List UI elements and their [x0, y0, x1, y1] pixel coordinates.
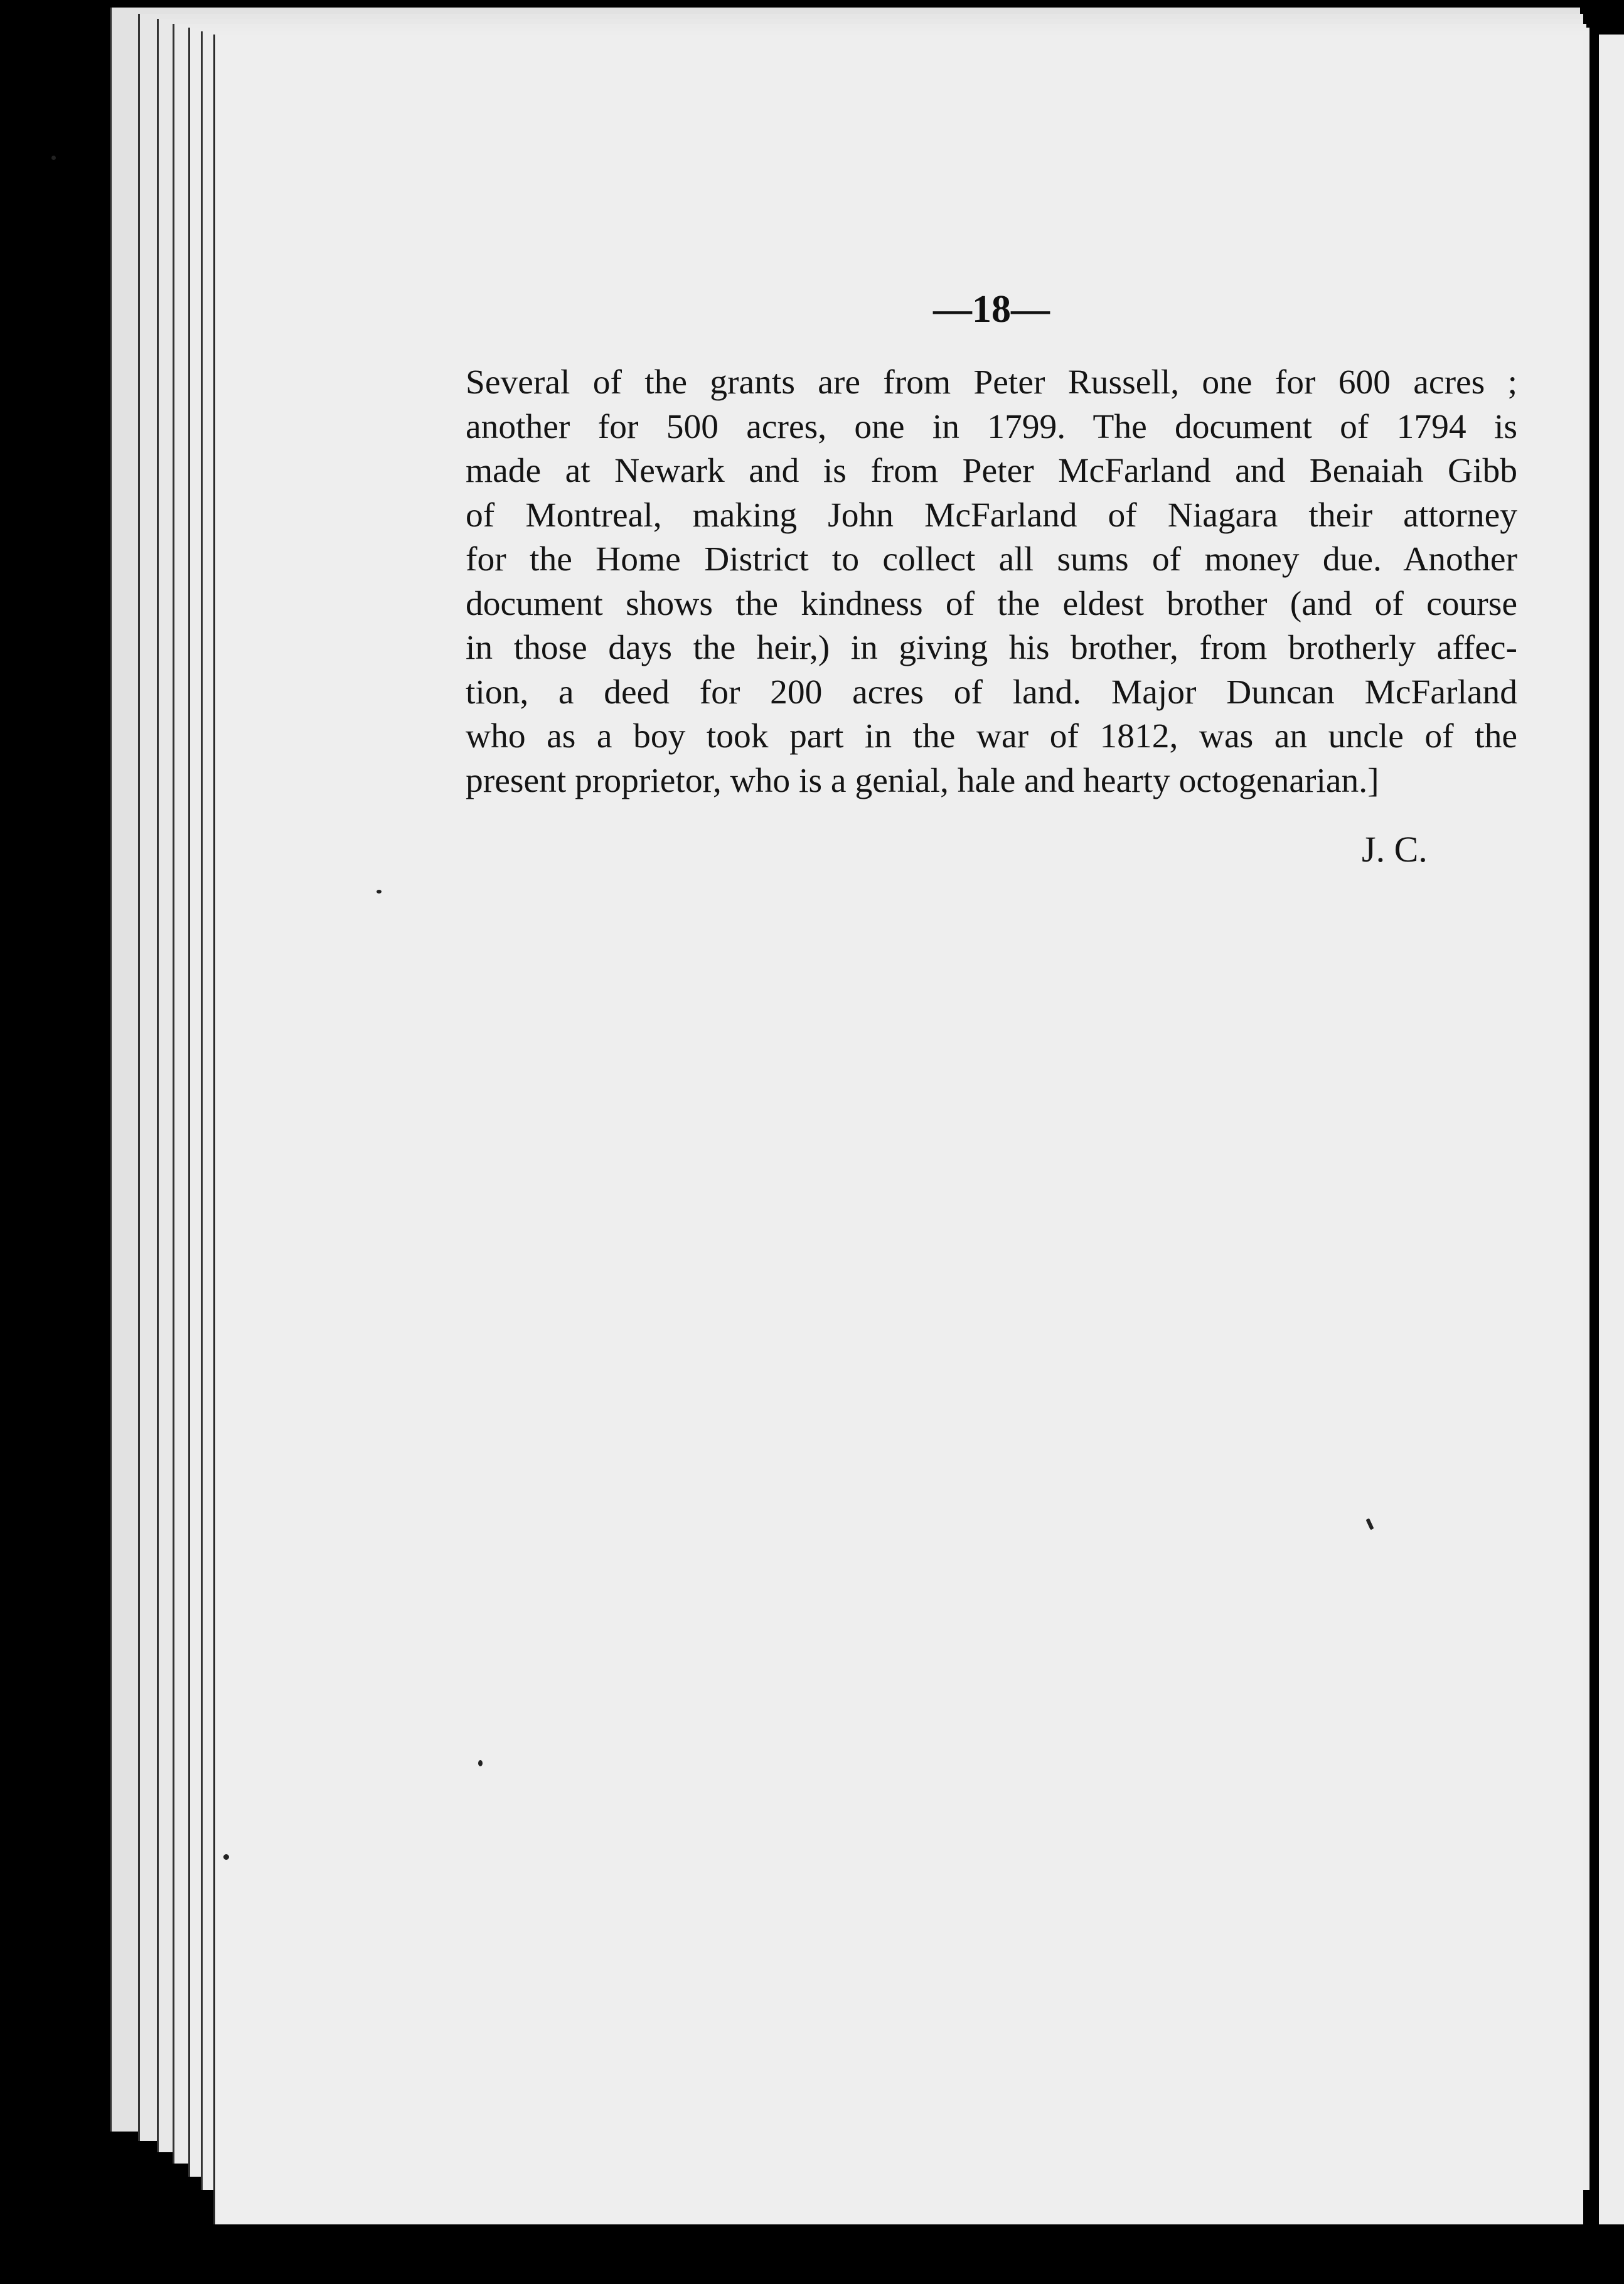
text-line: tion, a deed for 200 acres of land. Major Duncan McFarland: [466, 673, 1517, 712]
author-initials: J. C.: [1362, 829, 1428, 870]
page-number: —18—: [933, 288, 1050, 331]
text-line: present proprietor, who is a genial, hale and hearty octogenarian.]: [466, 761, 1379, 800]
text-line: for the Home District to collect all sums of money due. Another: [466, 540, 1517, 579]
text-line: another for 500 acres, one in 1799. The document of 1794 is: [466, 407, 1517, 446]
text-line: of Montreal, making John McFarland of Niagara their attorney: [466, 496, 1517, 535]
dust-speck: [377, 890, 382, 894]
facing-page-edge: [1599, 35, 1624, 2224]
text-line: made at Newark and is from Peter McFarland and Benaiah Gibb: [466, 452, 1517, 490]
dust-speck: [223, 1854, 229, 1860]
text-line: in those days the heir,) in giving his brother, from brotherly affec-: [466, 629, 1517, 667]
text-line: document shows the kindness of the eldest brother (and of course: [466, 584, 1517, 623]
body-paragraph: [466, 361, 1517, 803]
text-line: Several of the grants are from Peter Russell, one for 600 acres ;: [466, 363, 1517, 402]
text-line: who as a boy took part in the war of 1812, was an uncle of the: [466, 717, 1517, 755]
dust-speck: [478, 1760, 483, 1766]
dust-speck: [51, 156, 56, 160]
